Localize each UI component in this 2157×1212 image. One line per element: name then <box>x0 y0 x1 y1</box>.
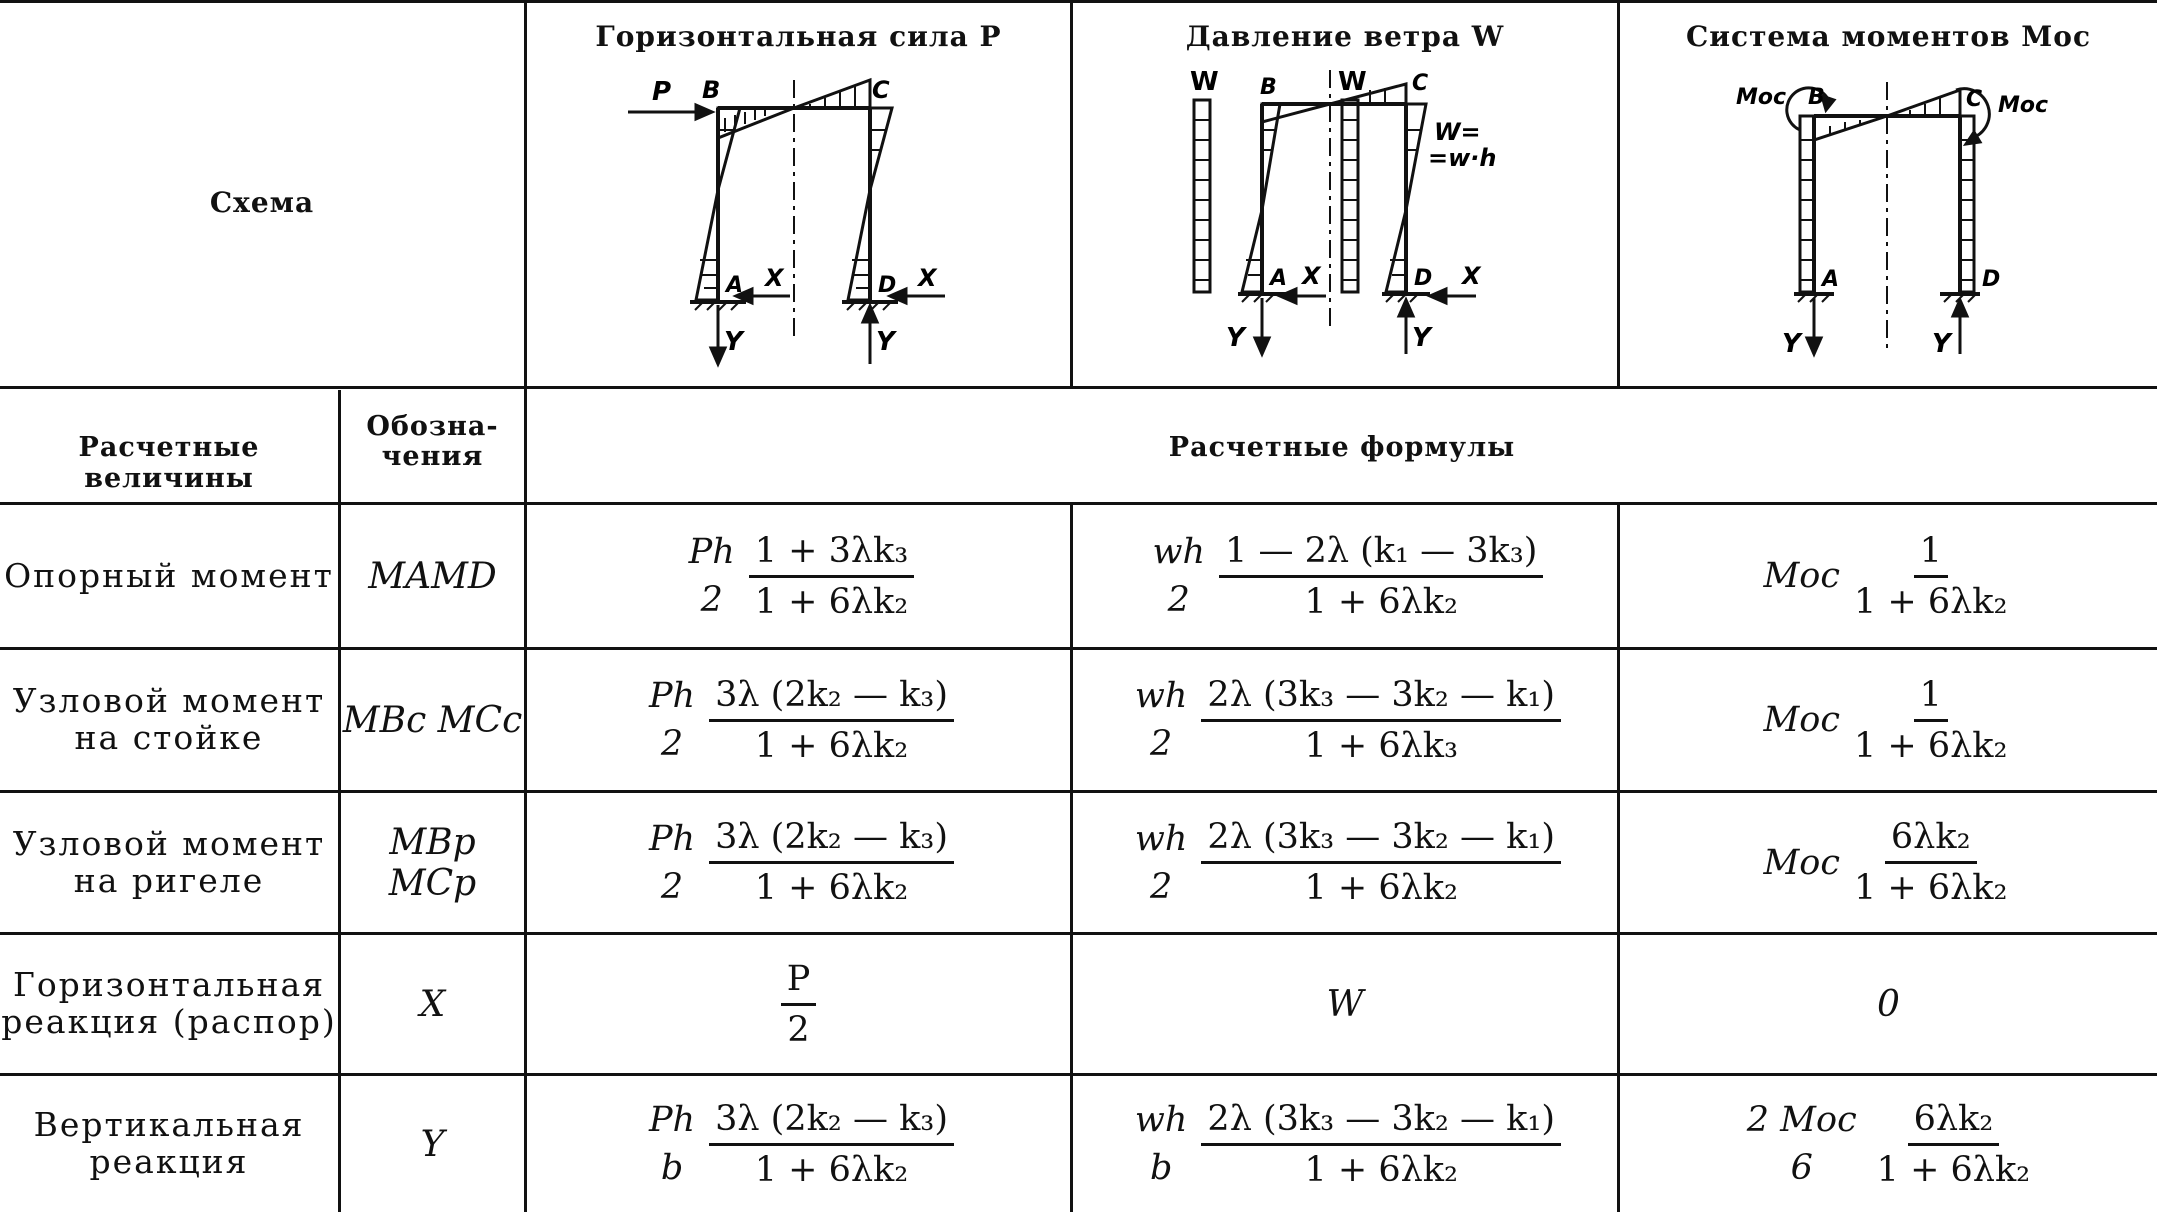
formula-fraction-denominator: 1 + 6λk₂ <box>754 581 909 622</box>
formula-fraction-denominator: 1 + 6λk₂ <box>1876 1149 2031 1190</box>
label-Y-left: Y <box>1782 329 1801 359</box>
formula-fraction-numerator: 1 + 3λk₃ <box>749 531 915 578</box>
formula-prefactor-denominator: 2 <box>1150 866 1173 907</box>
formula <box>1877 984 1900 1025</box>
formula-fraction-denominator: 1 + 6λk₂ <box>754 868 909 908</box>
label-X-right: X <box>1462 262 1481 290</box>
formula-cell-f2 <box>1073 935 1617 1073</box>
formula-cell-f2 <box>1073 650 1617 790</box>
formula-prefactor-denominator: b <box>660 1148 684 1188</box>
row-label: Вертикальная реакция <box>33 1105 305 1181</box>
formula-prefactor-denominator: 6 <box>1790 1148 1813 1188</box>
formula-cell-f3 <box>1620 1076 2157 1212</box>
formula-prefactor-denominator: 2 <box>660 866 684 907</box>
formula-fraction-denominator: 2 <box>787 1009 810 1050</box>
formula <box>1129 675 1561 766</box>
formula-fraction-denominator: 1 + 6λk₂ <box>1304 868 1459 908</box>
formula-fraction-denominator: 1 + 6λk₂ <box>1304 1149 1459 1190</box>
label-P: P <box>652 77 672 107</box>
formula-fraction <box>1201 675 1561 766</box>
formula-prefactor: Mос <box>1763 842 1840 883</box>
formula-fraction-denominator: 1 + 6λk₂ <box>754 725 909 766</box>
row-symbol: X <box>419 983 446 1025</box>
formula-fraction-numerator: 1 <box>1914 675 1948 722</box>
label-A: A <box>726 273 744 298</box>
col2-title: Давление ветра W <box>1185 20 1505 53</box>
formula-cell-f2 <box>1073 793 1617 932</box>
col1-title: Горизонтальная сила P <box>595 20 1002 53</box>
label-X-left: X <box>1302 262 1321 290</box>
label-w-formula-1: W= <box>1434 118 1481 146</box>
label-A: A <box>1822 267 1840 292</box>
row-symbol: MBр MCр <box>388 821 477 904</box>
label-Moc-right: Mос <box>1998 93 2049 118</box>
formula-fraction-numerator: 2λ (3k₃ — 3k₂ — k₁) <box>1201 1099 1561 1146</box>
formula <box>1741 1099 2036 1190</box>
formula-cell-f1 <box>527 1076 1070 1212</box>
row-symbol: Y <box>420 1123 445 1165</box>
formula-cell-f1 <box>527 935 1070 1073</box>
formula-fraction <box>709 1099 954 1190</box>
formula-prefactor-denominator: b <box>1149 1148 1173 1188</box>
vrule-col1 <box>1070 0 1073 386</box>
formula-fraction-denominator: 1 + 6λk₂ <box>1304 581 1459 622</box>
diagram-wind-pressure <box>1180 60 1520 370</box>
label-Y-left: Y <box>724 327 743 357</box>
formula-cell-f2 <box>1073 505 1617 647</box>
formula-cell-f3 <box>1620 650 2157 790</box>
label-C: C <box>1966 87 1983 112</box>
formula <box>1763 531 2013 622</box>
formula-prefactor-numerator: wh <box>1152 532 1206 572</box>
formula-prefactor-numerator: Ph <box>649 676 696 716</box>
label-B: B <box>1260 75 1277 100</box>
label-X-left: X <box>765 264 784 292</box>
formula <box>683 531 915 622</box>
formula-fraction-numerator: 6λk₂ <box>1885 817 1977 864</box>
formula-prefactor-numerator: wh <box>1134 1100 1188 1140</box>
formula <box>643 817 954 908</box>
formula-value: W <box>1326 983 1364 1025</box>
formula-prefactor-denominator: 2 <box>1167 580 1190 620</box>
formula-prefactor <box>1741 1100 1863 1188</box>
formula-fraction-numerator: P <box>781 959 817 1006</box>
diagram-horizontal-force <box>600 60 1000 370</box>
formula-fraction-numerator: 2λ (3k₃ — 3k₂ — k₁) <box>1201 817 1561 864</box>
formula-prefactor <box>683 532 741 620</box>
formula-fraction <box>1201 1099 1561 1190</box>
formula-fraction-denominator: 1 + 6λk₂ <box>1853 868 2008 908</box>
formula-prefactor-numerator: wh <box>1134 818 1188 859</box>
formula-fraction <box>749 531 915 622</box>
formula-cell-f3 <box>1620 935 2157 1073</box>
formula <box>1129 1099 1561 1190</box>
formula-fraction-numerator: 3λ (2k₂ — k₃) <box>709 817 954 864</box>
label-D: D <box>1414 266 1433 291</box>
label-D: D <box>1982 267 2001 292</box>
formula <box>1326 984 1363 1025</box>
label-Moc-left: Mос <box>1736 85 1787 110</box>
formula-fraction-denominator: 1 + 6λk₂ <box>1853 725 2008 766</box>
formula <box>1763 675 2013 766</box>
rule-after-schema <box>0 386 2157 389</box>
formulas-header: Расчетные формулы <box>1168 432 1516 463</box>
diagram-moment-system <box>1730 60 2090 370</box>
label-B: B <box>1808 85 1825 110</box>
formula-fraction <box>1201 817 1561 908</box>
row-symbol: MBс MCс <box>342 699 523 741</box>
row-label: Опорный момент <box>4 555 334 595</box>
formula-fraction <box>1219 531 1543 622</box>
formula-cell-f2 <box>1073 1076 1617 1212</box>
formula-fraction-numerator: 1 <box>1914 531 1948 578</box>
row-label: Горизонтальная реакция (распор) <box>1 965 337 1041</box>
formula-value: 0 <box>1877 983 1900 1025</box>
formula-fraction <box>709 675 954 766</box>
formula <box>1129 817 1561 908</box>
formula <box>781 959 817 1050</box>
formula-prefactor: Mос <box>1763 556 1840 596</box>
formula-cell-f1 <box>527 650 1070 790</box>
rule-top <box>0 0 2157 3</box>
formula-prefactor <box>1129 819 1194 907</box>
formula-cell-f3 <box>1620 793 2157 932</box>
formula-fraction-denominator: 1 + 6λk₂ <box>1853 581 2008 622</box>
label-W-left: W <box>1190 67 1219 97</box>
formula-prefactor-numerator: Ph <box>649 1100 696 1140</box>
label-W-mid: W <box>1338 67 1367 97</box>
label-C: C <box>872 76 890 104</box>
vrule-col2 <box>1617 0 1620 386</box>
formula-prefactor-denominator: 2 <box>660 724 684 764</box>
formula <box>1147 531 1544 622</box>
formula-prefactor <box>1129 676 1194 764</box>
formula-prefactor-denominator: 2 <box>700 580 723 620</box>
formula-fraction <box>709 817 954 908</box>
label-X-right: X <box>918 264 937 292</box>
schema-label: Схема <box>209 186 315 219</box>
formula-prefactor: Mос <box>1763 700 1840 740</box>
notation-header: Обозна- чения <box>366 411 499 472</box>
formula-fraction-numerator: 2λ (3k₃ — 3k₂ — k₁) <box>1201 675 1561 722</box>
row-symbol: MAMD <box>368 555 497 597</box>
formula-prefactor <box>1147 532 1212 620</box>
formula-prefactor-numerator: 2 Mос <box>1746 1100 1857 1140</box>
formula <box>643 675 954 766</box>
label-Y-right: Y <box>876 327 895 357</box>
label-A: A <box>1270 266 1288 291</box>
formula-fraction-numerator: 3λ (2k₂ — k₃) <box>709 1099 954 1146</box>
formula-prefactor <box>1129 1100 1194 1188</box>
row-label: Узловой момент на стойке <box>12 681 326 757</box>
label-C: C <box>1412 71 1429 96</box>
formula-cell-f3 <box>1620 505 2157 647</box>
formula-fraction-numerator: 1 — 2λ (k₁ — 3k₃) <box>1219 531 1543 578</box>
label-Y-left: Y <box>1226 323 1245 353</box>
formula-cell-f1 <box>527 793 1070 932</box>
formula-fraction <box>1848 817 2014 908</box>
formula-prefactor-numerator: Ph <box>688 532 735 572</box>
formula-fraction <box>1871 1099 2037 1190</box>
formula-cell-f1 <box>527 505 1070 647</box>
formula-prefactor <box>643 819 701 907</box>
formula <box>643 1099 954 1190</box>
label-w-formula-2: =w·h <box>1428 144 1497 172</box>
label-Y-right: Y <box>1932 329 1951 359</box>
label-B: B <box>702 76 721 104</box>
label-Y-right: Y <box>1412 323 1431 353</box>
row-label: Узловой момент на ригеле <box>12 823 326 900</box>
formula-fraction-denominator: 1 + 6λk₂ <box>754 1149 909 1190</box>
quantities-header: Расчетные величины <box>78 432 260 494</box>
formula <box>1763 817 2013 908</box>
formula-fraction-numerator: 3λ (2k₂ — k₃) <box>709 675 954 722</box>
formula-prefactor-numerator: wh <box>1134 676 1188 716</box>
formula-prefactor-numerator: Ph <box>649 818 696 859</box>
formula-fraction <box>781 959 817 1050</box>
col3-title: Система моментов Mос <box>1685 20 2092 53</box>
formula-fraction <box>1848 531 2014 622</box>
formula-fraction-numerator: 6λk₂ <box>1908 1099 2000 1146</box>
label-D: D <box>878 273 897 298</box>
formula-prefactor-denominator: 2 <box>1150 724 1173 764</box>
formula-fraction-denominator: 1 + 6λk₃ <box>1304 725 1459 766</box>
formula-prefactor <box>643 676 701 764</box>
formula-fraction <box>1848 675 2014 766</box>
formula-prefactor <box>643 1100 701 1188</box>
